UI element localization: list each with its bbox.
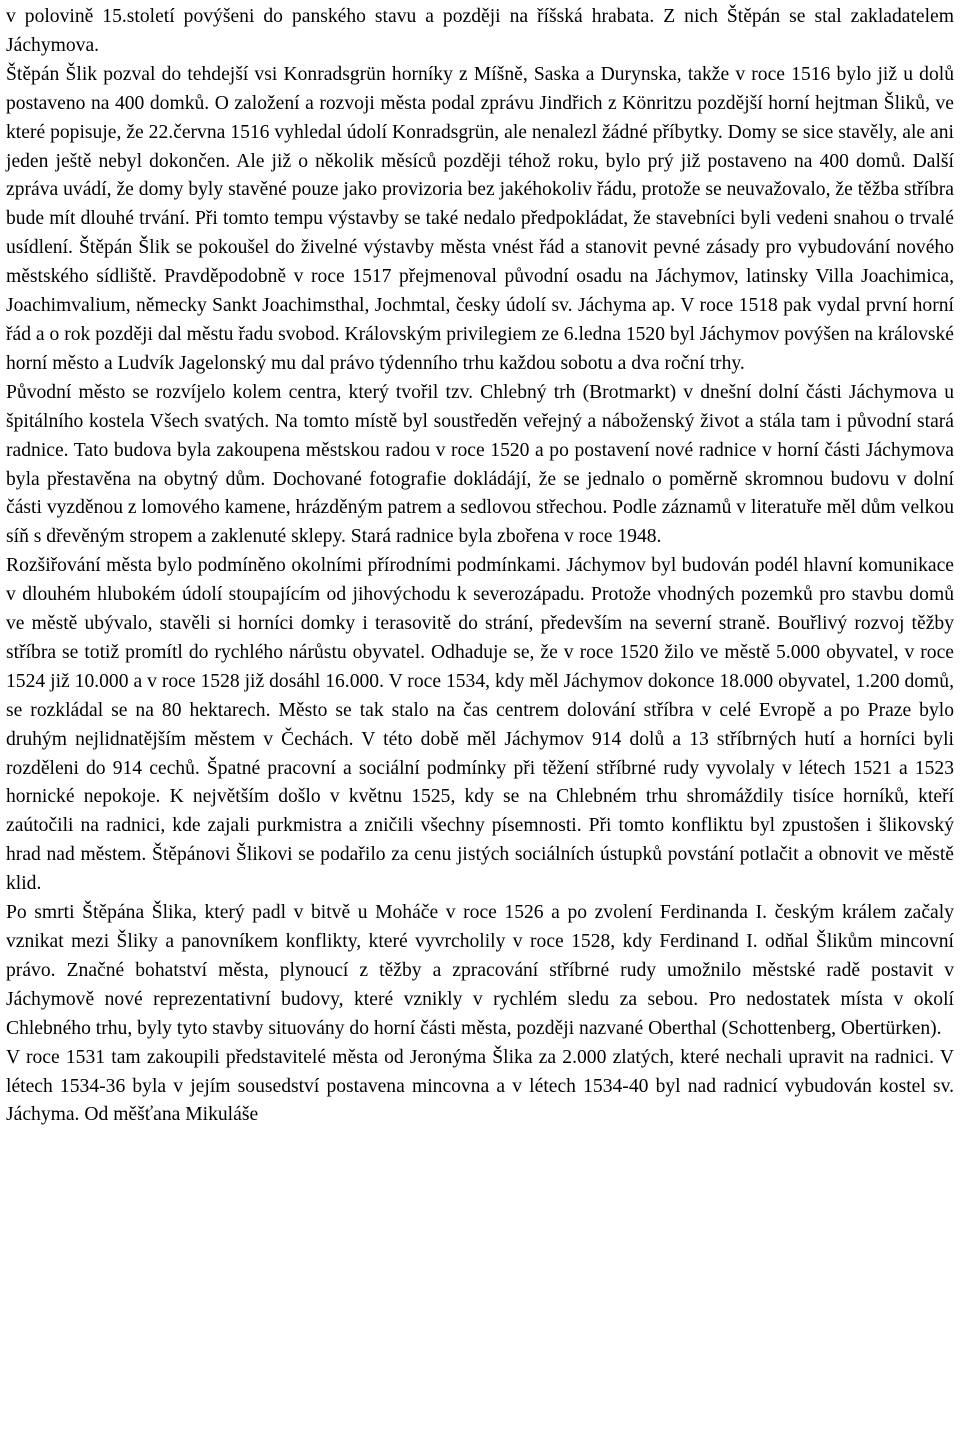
paragraph-town-hall: V roce 1531 tam zakoupili představitelé města od Jeronýma Šlika za 2.000 zlatých, které nechali upravit na radnici. V létech 1534-36 byla v jejím sousedství postavena mincovna a v létech 1534-40 byl nad radnicí vybudován kostel sv. Jáchyma. Od měšťana Mikuláše [6,1046,954,1126]
paragraph-intro-ending: v polovině 15.století povýšeni do panského stavu a později na říšská hrabata. Z nich Štěpán se stal zakladatelem Jáchymova. [6,6,954,56]
paragraph-original-town: Původní město se rozvíjelo kolem centra, který tvořil tzv. Chlebný trh (Brotmarkt) v dnešní dolní části Jáchymova u špitálního kostela Všech svatých. Na tomto místě byl soustředěn veřejný a náboženský život a stála tam i původní stará radnice. Tato budova byla zakoupena městskou radou v roce 1520 a po postavení nové radnice v horní části Jáchymova byla přestavěna na obytný dům. Dochované fotografie dokládájí, že se jednalo o poměrně skromnou budovu v dolní části vyzděnou z lomového kamene, hrázděným patrem a sedlovou střechou. Podle záznamů v literatuře měl dům velkou síň s dřevěným stropem a zaklenuté sklepy. Stará radnice byla zbořena v roce 1948. [6,381,954,548]
paragraph-founding: Štěpán Šlik pozval do tehdejší vsi Konradsgrün horníky z Míšně, Saska a Durynska, takže v roce 1516 bylo již u dolů postaveno na 400 domků. O založení a rozvoji města podal zprávu Jindřich z Könritzu pozdější horní hejtman Šliků, ve které popisuje, že 22.června 1516 vyhledal údolí Konradsgrün, ale nenalezl žádné příbytky. Domy se sice stavěly, ale ani jeden ještě nebyl dokončen. Ale již o několik měsíců později téhož roku, bylo prý již postaveno na 400 domů. Další zpráva uvádí, že domy byly stavěné pouze jako provizoria bez jakéhokoliv řádu, protože se neuvažovalo, že těžba stříbra bude mít dlouhé trvání. Při tomto tempu výstavby se také nedalo předpokládat, že stavebníci byli vedeni snahou o trvalé usídlení. Štěpán Šlik se pokoušel do živelné výstavby města vnést řád a stanovit pevné zásady pro vybudování nového městského sídliště. Pravděpodobně v roce 1517 přejmenoval původní osadu na Jáchymov, latinsky Villa Joachimica, Joachimvalium, německy Sankt Joachimsthal, Jochmtal, česky údolí sv. Jáchyma ap. V roce 1518 pak vydal první horní řád a o rok později dal městu řadu svobod. Královským privilegiem ze 6.ledna 1520 byl Jáchymov povýšen na královské horní město a Ludvík Jagelonský mu dal právo týdenního trhu každou sobotu a dva roční trhy. [6,63,954,374]
paragraph-after-death: Po smrti Štěpána Šlika, který padl v bitvě u Moháče v roce 1526 a po zvolení Ferdinanda I. českým králem začaly vznikat mezi Šliky a panovníkem konflikty, které vyvrcholily v roce 1528, kdy Ferdinand I. odňal Šlikům mincovní právo. Značné bohatství města, plynoucí z těžby a zpracování stříbrné rudy umožnilo městské radě postavit v Jáchymově nové reprezentativní budovy, které vznikly v rychlém sledu za sebou. Pro nedostatek místa v okolí Chlebného trhu, byly tyto stavby situovány do horní části města, později nazvané Oberthal (Schottenberg, Obertürken). [6,902,954,1039]
paragraph-expansion: Rozšiřování města bylo podmíněno okolními přírodními podmínkami. Jáchymov byl budován podél hlavní komunikace v dlouhém hlubokém údolí stoupajícím od jihovýchodu k severozápadu. Protože vhodných pozemků pro stavbu domů ve městě ubývalo, stavěli si horníci domky i terasovitě do strání, především na severní straně. Bouřlivý rozvoj těžby stříbra se totiž promítl do rychlého nárůstu obyvatel. Odhaduje se, že v roce 1520 žilo ve městě 5.000 obyvatel, v roce 1524 již 10.000 a v roce 1528 již dosáhl 16.000. V roce 1534, kdy měl Jáchymov dokonce 18.000 obyvatel, 1.200 domů, se rozkládal se na 80 hektarech. Město se tak stalo na čas centrem dolování stříbra v celé Evropě a po Praze bylo druhým nejlidnatějším městem v Čechách. V této době měl Jáchymov 914 dolů a 13 stříbrných hutí a horníci byli rozděleni do 914 cechů. Špatné pracovní a sociální podmínky při těžení stříbrné rudy vyvolaly v létech 1521 a 1523 hornické nepokoje. K největším došlo v květnu 1525, kdy se na Chlebném trhu shromáždily tisíce horníků, kteří zaútočili na radnici, kde zajali purkmistra a zničili všechny písemnosti. Při tomto konfliktu byl zpustošen i šlikovský hrad nad městem. Štěpánovi Šlikovi se podařilo za cenu jistých sociálních ústupků povstání potlačit a obnovit ve městě klid. [6,555,954,895]
